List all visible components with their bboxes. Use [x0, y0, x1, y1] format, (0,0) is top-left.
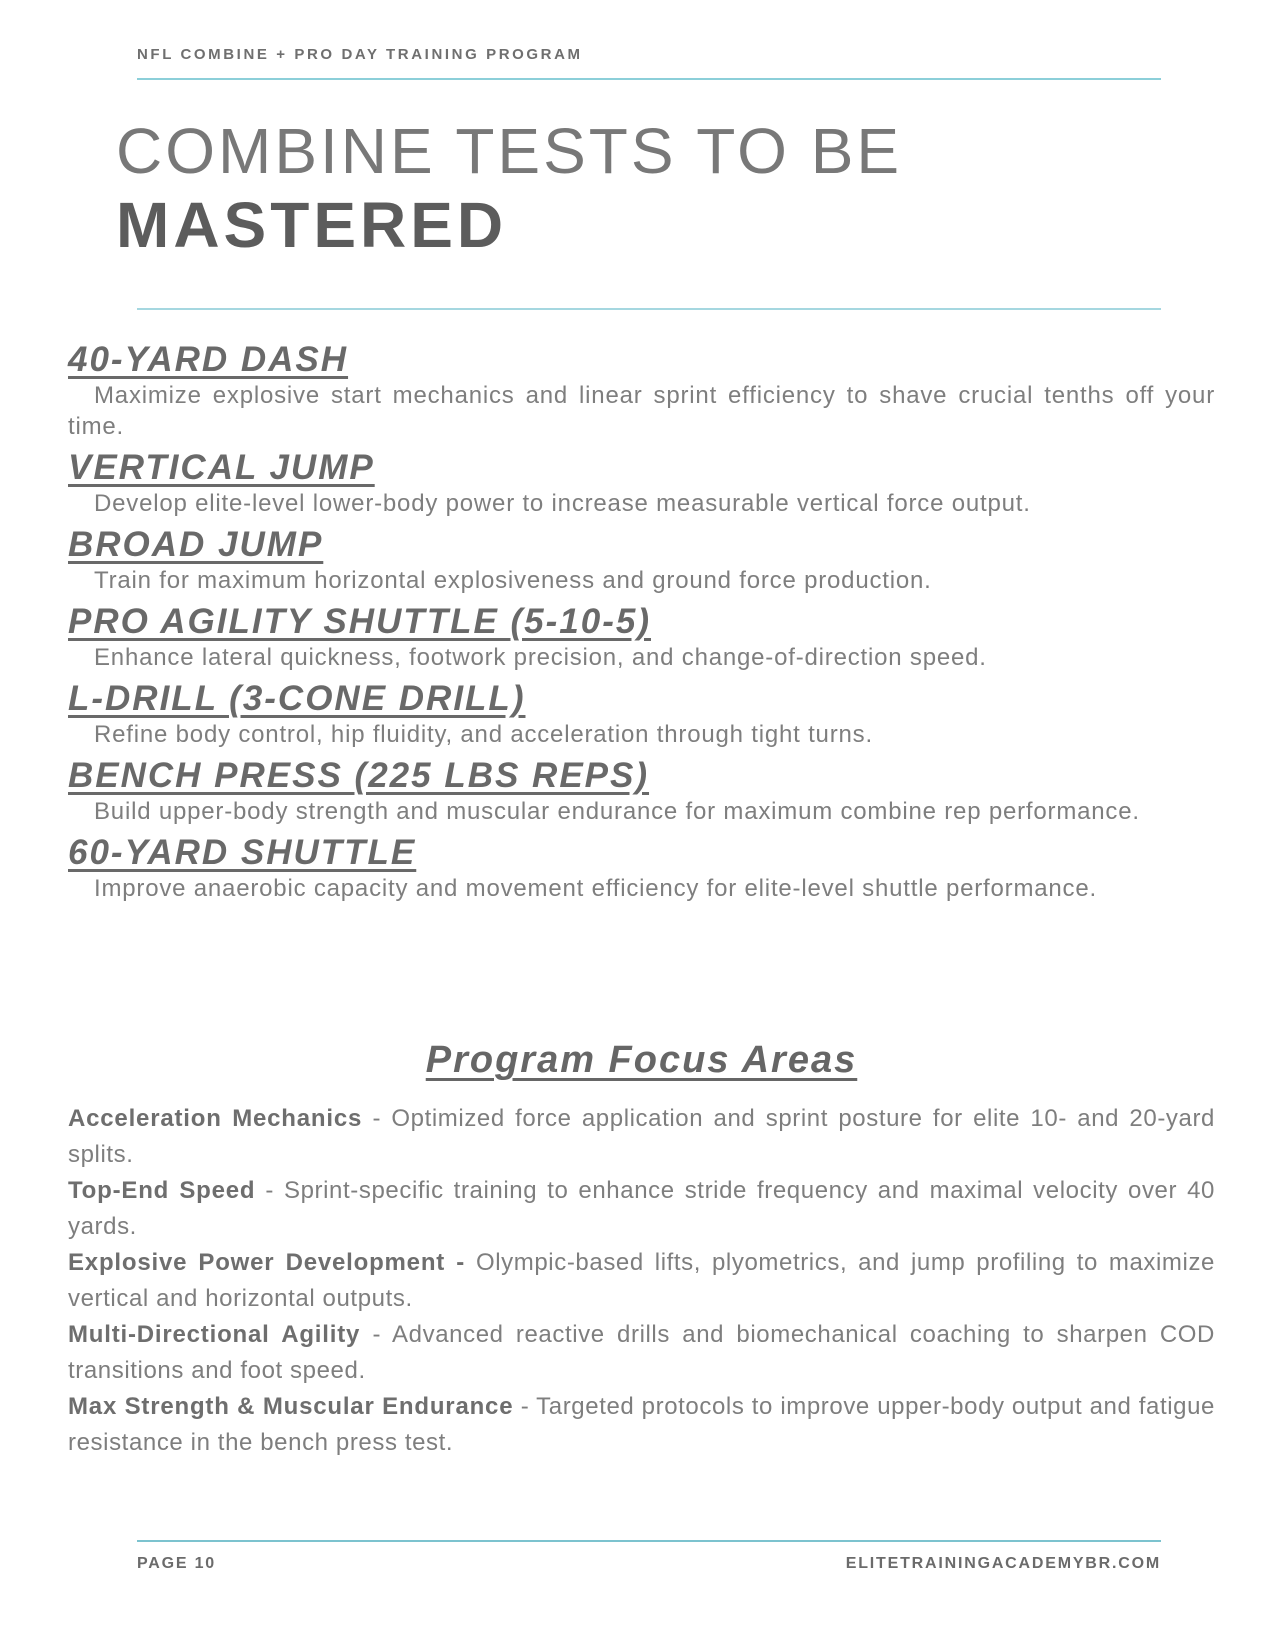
test-description: Improve anaerobic capacity and movement efficiency for elite-level shuttle performance.	[94, 875, 1097, 902]
test-description: Enhance lateral quickness, footwork precision, and change-of-direction speed.	[94, 644, 987, 671]
test-description: Build upper-body strength and muscular endurance for maximum combine rep performance.	[94, 798, 1140, 825]
focus-section-title: Program Focus Areas	[425, 1039, 858, 1081]
focus-item-max-strength-endurance	[68, 1389, 1215, 1461]
test-description: Maximize explosive start mechanics and linear sprint efficiency to shave crucial tenths off your time.	[68, 382, 1215, 440]
focus-items-list	[68, 1101, 1215, 1461]
test-description: Train for maximum horizontal explosiveness and ground force production.	[94, 567, 932, 594]
page-header	[137, 46, 1161, 80]
header-program-label: NFL COMBINE + PRO DAY TRAINING PROGRAM	[137, 46, 583, 63]
focus-item-text: - Optimized force application and sprint posture for elite 10- and 20-yard splits.	[68, 1105, 1215, 1168]
focus-item-text: Olympic-based lifts, plyometrics, and jump profiling to maximize vertical and horizontal outputs.	[68, 1249, 1215, 1312]
focus-item-text: - Targeted protocols to improve upper-body output and fatigue resistance in the bench press test.	[68, 1393, 1215, 1456]
page-title-line2: MASTERED	[116, 189, 508, 261]
focus-item-label: Max Strength & Muscular Endurance	[68, 1393, 514, 1420]
test-heading-vertical-jump: VERTICAL JUMP	[68, 448, 375, 487]
test-heading-pro-agility-shuttle: PRO AGILITY SHUTTLE (5-10-5)	[68, 602, 651, 641]
focus-item-label: Multi-Directional Agility	[68, 1321, 361, 1348]
footer-website: ELITETRAININGACADEMYBR.COM	[845, 1555, 1161, 1572]
test-heading-bench-press: BENCH PRESS (225 LBS REPS)	[68, 756, 650, 795]
focus-item-top-end-speed	[68, 1173, 1215, 1245]
focus-item-text: - Sprint-specific training to enhance stride frequency and maximal velocity over 40 yards.	[68, 1177, 1215, 1240]
focus-item-label: Top-End Speed	[68, 1177, 256, 1204]
test-heading-40-yard-dash: 40-YARD DASH	[68, 340, 349, 379]
focus-item-label: Explosive Power Development -	[68, 1249, 466, 1276]
test-heading-broad-jump: BROAD JUMP	[68, 525, 324, 564]
page-footer	[137, 1540, 1161, 1573]
program-focus-areas-section	[68, 1037, 1215, 1461]
test-description: Develop elite-level lower-body power to increase measurable vertical force output.	[94, 490, 1031, 517]
focus-title-row	[68, 1037, 1215, 1083]
focus-item-multi-directional-agility	[68, 1317, 1215, 1389]
test-heading-60-yard-shuttle: 60-YARD SHUTTLE	[68, 833, 417, 872]
test-description: Refine body control, hip fluidity, and acceleration through tight turns.	[94, 721, 873, 748]
focus-item-explosive-power	[68, 1245, 1215, 1317]
page-title-line1: COMBINE TESTS TO BE	[116, 115, 903, 187]
footer-page-number: PAGE 10	[137, 1555, 216, 1572]
focus-item-text: - Advanced reactive drills and biomechanical coaching to sharpen COD transitions and foot speed.	[68, 1321, 1215, 1384]
test-heading-l-drill: L-DRILL (3-CONE DRILL)	[68, 679, 526, 718]
focus-item-label: Acceleration Mechanics	[68, 1105, 363, 1132]
focus-item-acceleration-mechanics	[68, 1101, 1215, 1173]
combine-tests-list	[68, 334, 1215, 904]
page-title	[116, 114, 1215, 262]
title-divider-line	[137, 308, 1161, 310]
